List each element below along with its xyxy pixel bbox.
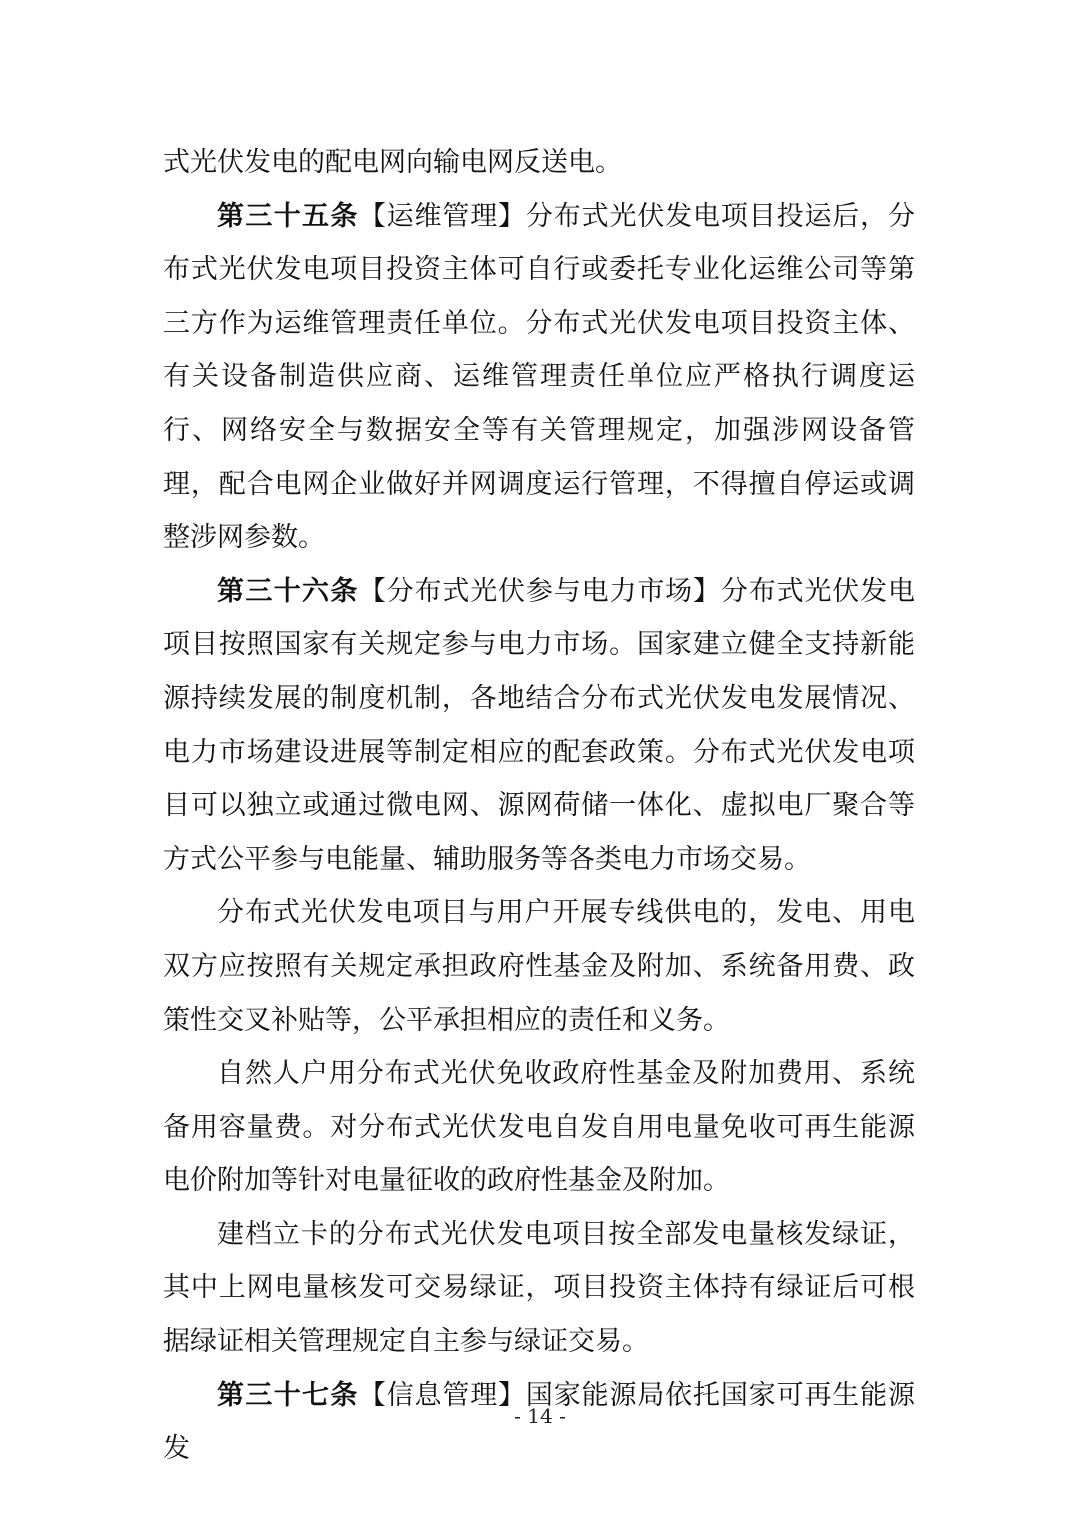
document-body (163, 136, 915, 1476)
article-35 (163, 190, 915, 565)
article-36 (163, 565, 915, 887)
paragraph-text: 建档立卡的分布式光伏发电项目按全部发电量核发绿证，其中上网电量核发可交易绿证，项目投资主体持有绿证后可根据绿证相关管理规定自主参与绿证交易。 (163, 1218, 915, 1358)
article-title: 第三十五条 (217, 200, 359, 232)
paragraph-continuation (163, 136, 915, 190)
article-title: 第三十六条 (217, 575, 359, 607)
paragraph-text: 式光伏发电的配电网向输电网反送电。 (163, 147, 622, 178)
article-text: 【信息管理】国家能源局依托国家可再生能源发 (163, 1379, 916, 1465)
article-title: 第三十七条 (217, 1379, 359, 1411)
article-text: 【运维管理】分布式光伏发电项目投运后，分布式光伏发电项目投资主体可自行或委托专业化运维公司等第三方作为运维管理责任单位。分布式光伏发电项目投资主体、有关设备制造供应商、运维管理责任单位应严格执行调度运行、网络安全与数据安全等有关管理规定，加强涉网设备管理，配合电网企业做好并网调度运行管理，不得擅自停运或调整涉网参数。 (163, 200, 916, 554)
article-text: 【分布式光伏参与电力市场】分布式光伏发电项目按照国家有关规定参与电力市场。国家建立健全支持新能源持续发展的制度机制，各地结合分布式光伏发电发展情况、电力市场建设进展等制定相应的配套政策。分布式光伏发电项目可以独立或通过微电网、源网荷储一体化、虚拟电厂聚合等方式公平参与电能量、辅助服务等各类电力市场交易。 (163, 575, 916, 875)
paragraph-household-exemption (163, 1047, 915, 1208)
paragraph-text: 分布式光伏发电项目与用户开展专线供电的，发电、用电双方应按照有关规定承担政府性基金及附加、系统备用费、政策性交叉补贴等，公平承担相应的责任和义务。 (163, 897, 915, 1036)
paragraph-text: 自然人户用分布式光伏免收政府性基金及附加费用、系统备用容量费。对分布式光伏发电自发自用电量免收可再生能源电价附加等针对电量征收的政府性基金及附加。 (163, 1058, 915, 1197)
paragraph-green-certificate (163, 1208, 915, 1369)
page-number: - 14 - (514, 1404, 566, 1428)
paragraph-dedicated-line-supply (163, 886, 915, 1047)
